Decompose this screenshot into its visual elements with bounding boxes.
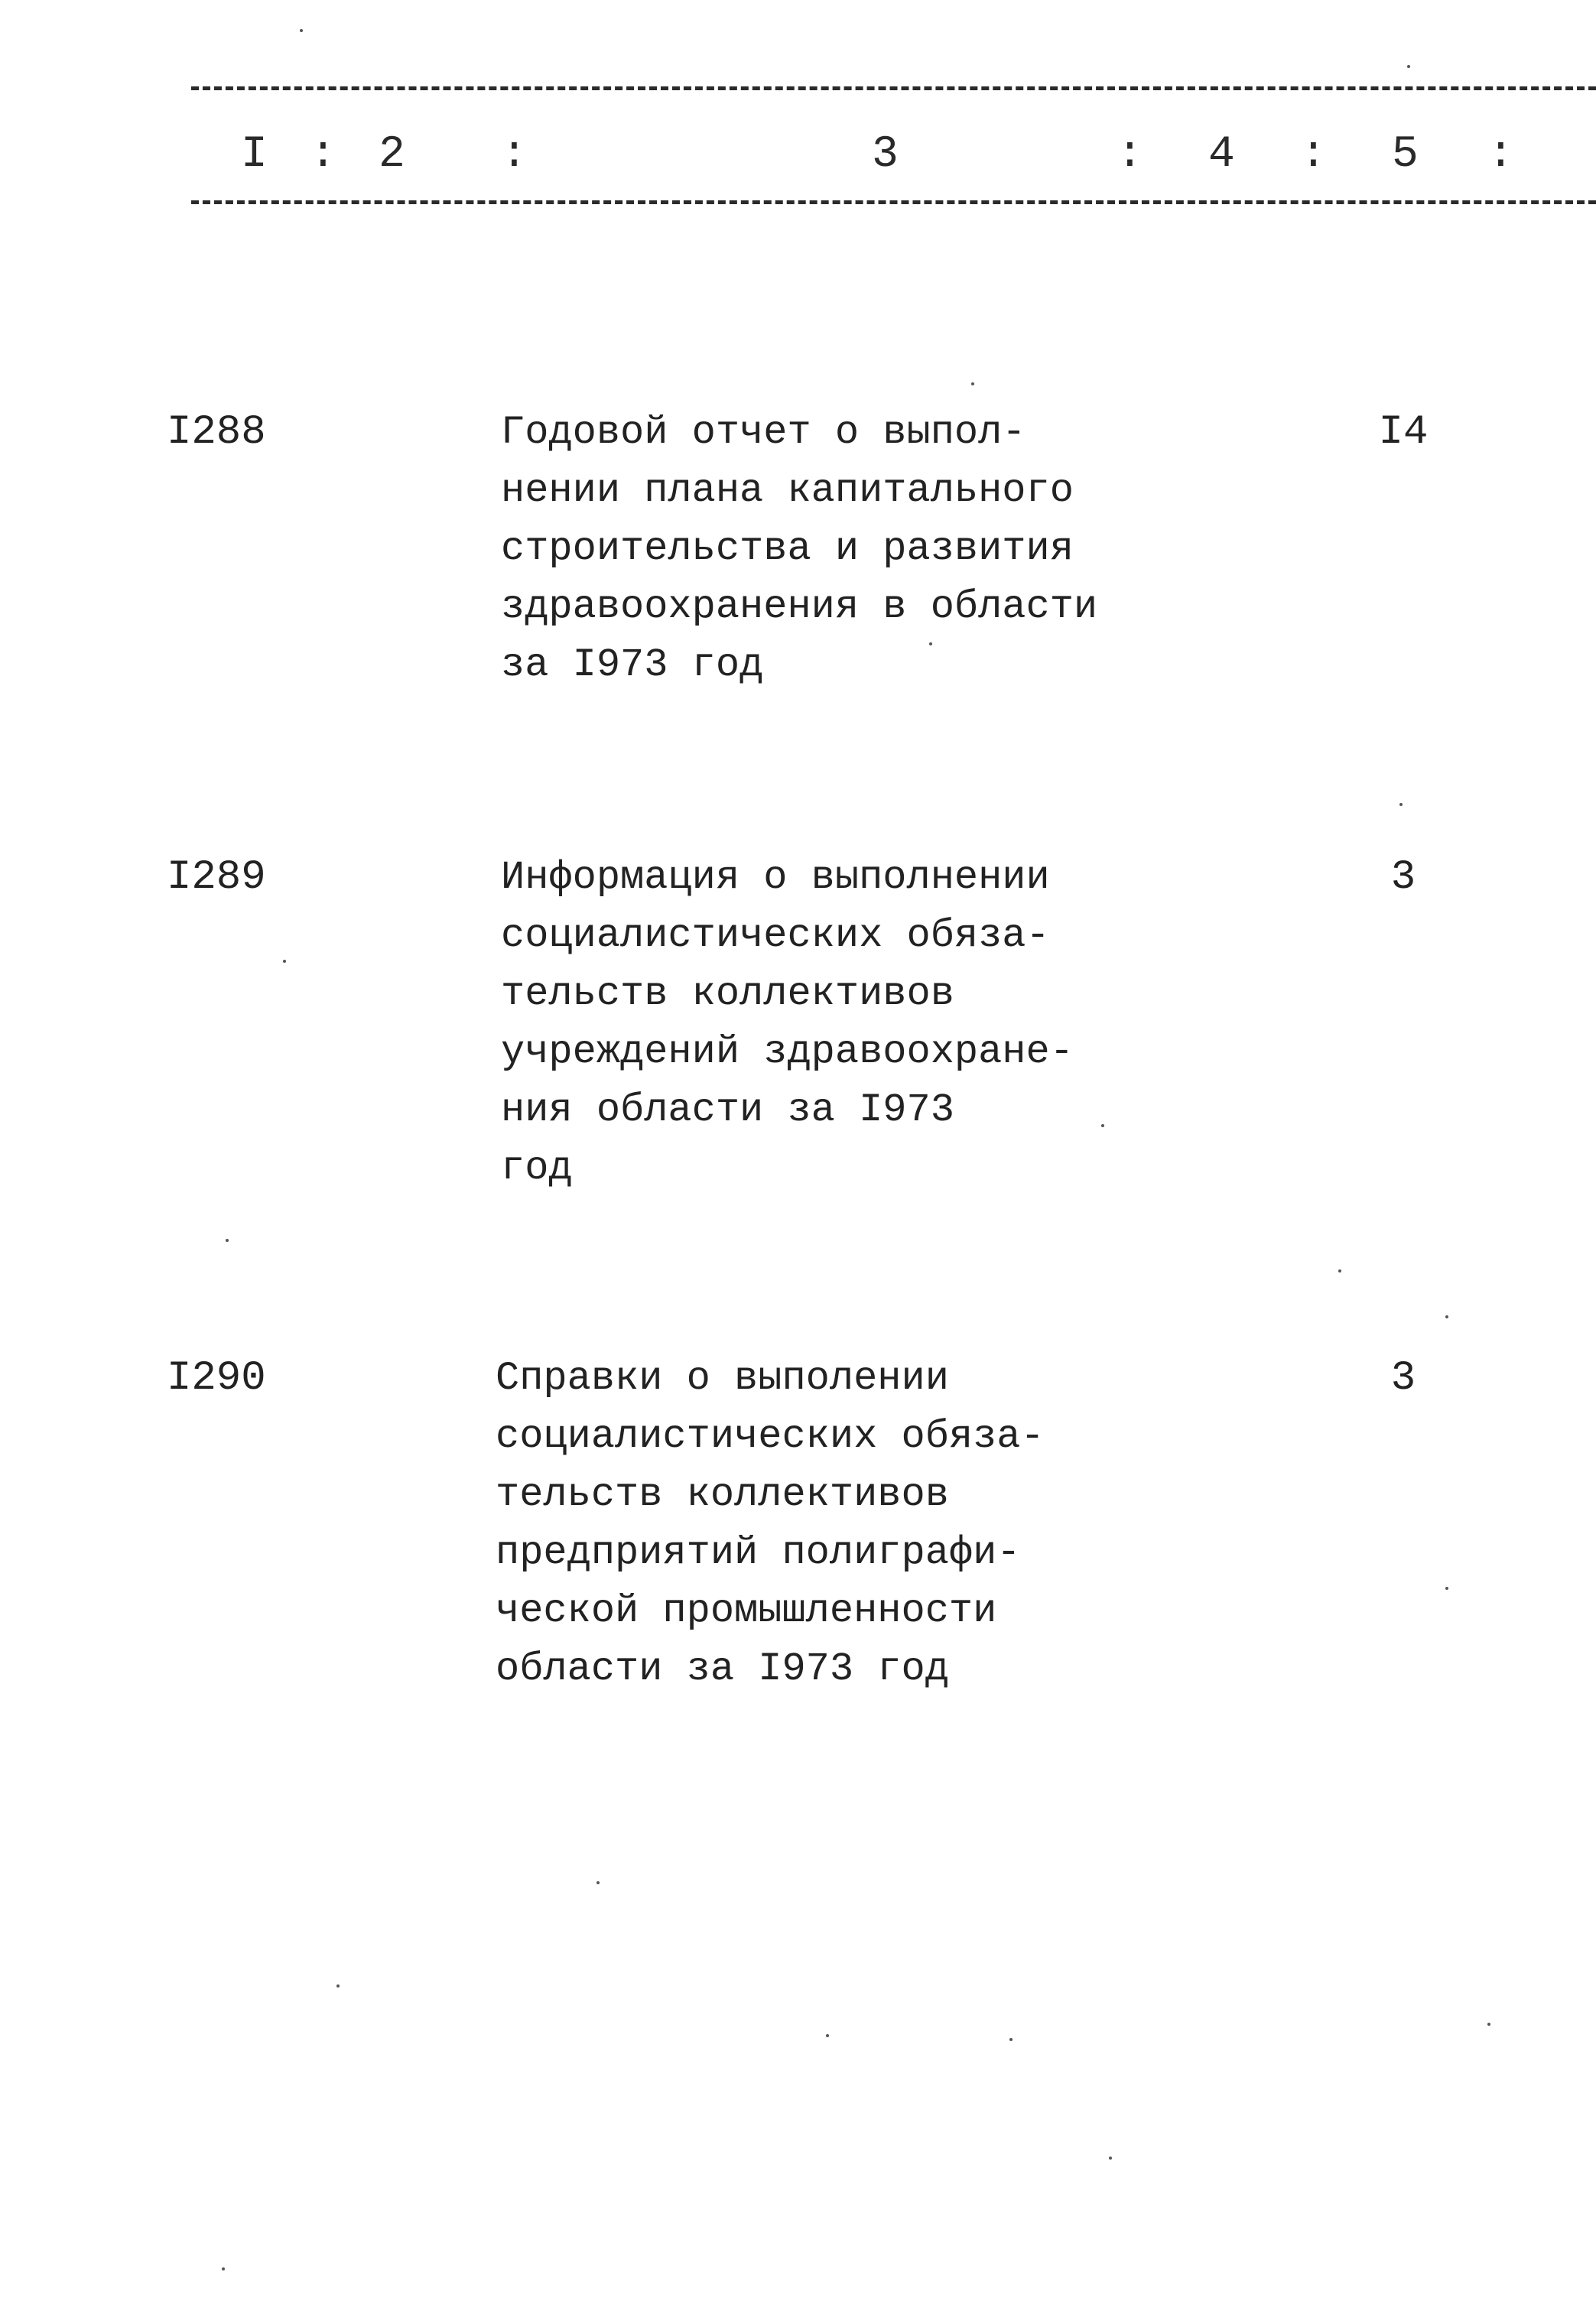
column-separator: :: [1117, 130, 1143, 180]
description-line: Годовой отчет о выпол-: [501, 410, 1026, 455]
record-description: [501, 849, 1128, 1198]
speck: [1101, 1124, 1104, 1127]
speck: [1445, 1315, 1448, 1318]
description-line: год: [501, 1146, 573, 1191]
description-line: за I973 год: [501, 642, 764, 687]
speck: [971, 382, 974, 385]
column-header-4: 4: [1208, 130, 1235, 180]
record-description: [501, 404, 1128, 694]
description-line: предприятий полиграфи-: [496, 1530, 1021, 1575]
speck: [283, 960, 286, 963]
speck: [596, 1881, 600, 1884]
description-line: социалистических обяза-: [496, 1414, 1045, 1459]
record-description: [496, 1350, 1123, 1698]
column-header-2: 2: [379, 130, 405, 180]
description-line: тельств коллективов: [501, 971, 954, 1016]
column-header-1: I: [241, 130, 268, 180]
speck: [1009, 2038, 1013, 2041]
column-header-3: 3: [872, 130, 899, 180]
speck: [1487, 2023, 1490, 2026]
column-header-5: 5: [1392, 130, 1419, 180]
speck: [1399, 803, 1403, 806]
description-line: ния области за I973: [501, 1087, 954, 1133]
column-separator: :: [501, 130, 528, 180]
header-bottom-rule: [191, 200, 1596, 204]
speck: [1407, 65, 1410, 68]
record-count: 3: [1390, 1355, 1416, 1402]
speck: [1338, 1269, 1341, 1273]
description-line: Информация о выполнении: [501, 855, 1050, 900]
speck: [300, 29, 303, 32]
description-line: учреждений здравоохране-: [501, 1029, 1074, 1074]
speck: [1109, 2157, 1112, 2160]
description-line: тельств коллективов: [496, 1472, 949, 1517]
description-line: строительства и развития: [501, 526, 1074, 571]
description-line: здравоохранения в области: [501, 584, 1098, 629]
speck: [1445, 1587, 1448, 1590]
description-line: Справки о выполении: [496, 1356, 949, 1401]
column-separator: :: [1487, 130, 1514, 180]
header-top-rule: [191, 86, 1596, 90]
speck: [929, 642, 932, 645]
record-number: I290: [167, 1355, 266, 1402]
description-line: социалистических обяза-: [501, 913, 1050, 958]
speck: [226, 1239, 229, 1242]
description-line: ческой промышленности: [496, 1588, 997, 1633]
record-count: 3: [1390, 854, 1416, 901]
speck: [336, 1984, 340, 1988]
description-line: нении плана капитального: [501, 468, 1074, 513]
record-number: I289: [167, 854, 266, 901]
description-line: области за I973 год: [496, 1646, 949, 1692]
speck: [826, 2034, 829, 2037]
record-count: I4: [1378, 409, 1429, 456]
record-number: I288: [167, 409, 266, 456]
column-separator: :: [1300, 130, 1327, 180]
speck: [222, 2267, 225, 2270]
column-separator: :: [310, 130, 336, 180]
